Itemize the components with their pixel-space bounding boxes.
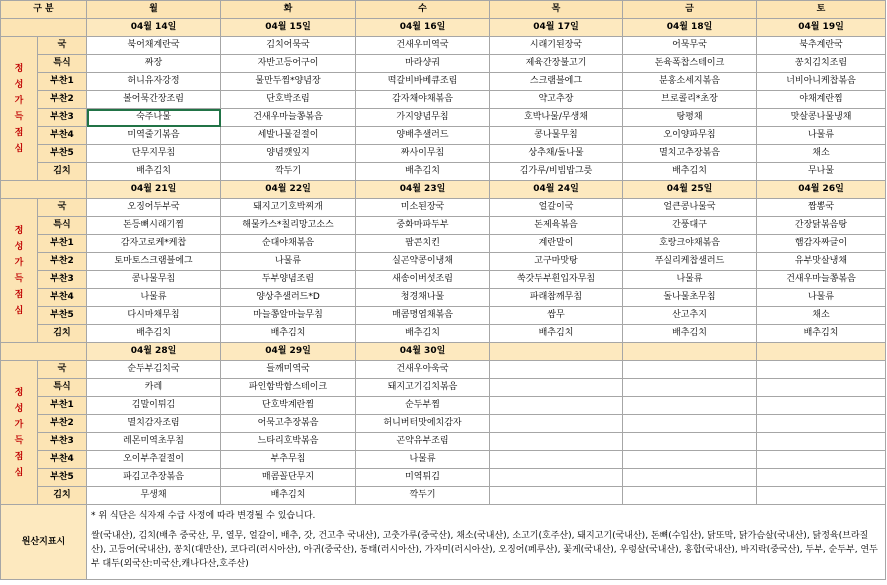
menu-cell[interactable]: 건새우마늘쫑볶음: [221, 109, 356, 127]
menu-cell[interactable]: 단무지무침: [87, 145, 221, 163]
row-label[interactable]: 부찬1: [38, 235, 87, 253]
menu-row: [1, 253, 886, 271]
date-row: [1, 343, 886, 361]
menu-cell[interactable]: [757, 451, 886, 469]
menu-cell[interactable]: 미역튀김: [356, 469, 490, 487]
menu-cell[interactable]: 건새우미역국: [356, 37, 490, 55]
menu-row: [1, 289, 886, 307]
menu-row: [1, 487, 886, 505]
menu-row: [1, 145, 886, 163]
date-cell[interactable]: [623, 343, 757, 361]
menu-cell[interactable]: 짜사이무침: [356, 145, 490, 163]
menu-cell[interactable]: 배추김치: [221, 487, 356, 505]
row-label[interactable]: 부찬5: [38, 469, 87, 487]
menu-cell[interactable]: [623, 469, 757, 487]
menu-cell[interactable]: 깍두기: [221, 163, 356, 181]
menu-cell[interactable]: 오이부추겉절이: [87, 451, 221, 469]
row-label[interactable]: 국: [38, 199, 87, 217]
group-label-char: 정: [14, 63, 24, 74]
menu-cell[interactable]: 북추계란국: [757, 37, 886, 55]
origin-label[interactable]: 원산지표시: [1, 505, 87, 580]
group-label-char: 정: [14, 387, 24, 398]
menu-cell[interactable]: 허니버터맛에치감자: [356, 415, 490, 433]
menu-cell[interactable]: 김가루/비빔밥그릇: [490, 163, 623, 181]
menu-row: [1, 325, 886, 343]
row-label[interactable]: 부찬1: [38, 73, 87, 91]
menu-cell[interactable]: 간풍대구: [623, 217, 757, 235]
menu-cell[interactable]: [490, 433, 623, 451]
menu-cell[interactable]: [490, 361, 623, 379]
group-label[interactable]: [1, 199, 38, 343]
menu-cell[interactable]: 채소: [757, 307, 886, 325]
menu-cell[interactable]: 푸실리케찹샐러드: [623, 253, 757, 271]
menu-row: [1, 217, 886, 235]
menu-cell[interactable]: 마늘쫑알마늘무침: [221, 307, 356, 325]
menu-cell[interactable]: 꽁치김치조림: [757, 55, 886, 73]
menu-cell[interactable]: [757, 487, 886, 505]
menu-row: [1, 451, 886, 469]
menu-cell[interactable]: 허니유자강정: [87, 73, 221, 91]
group-label-char: 점: [14, 289, 24, 300]
date-row: [1, 19, 886, 37]
group-label-char: 점: [14, 127, 24, 138]
menu-cell[interactable]: 분홍소세지볶음: [623, 73, 757, 91]
date-cell[interactable]: 04월 30일: [356, 343, 490, 361]
date-cell[interactable]: 04월 28일: [87, 343, 221, 361]
menu-cell[interactable]: 매콤꼴단무지: [221, 469, 356, 487]
menu-cell[interactable]: 세발나물겉절이: [221, 127, 356, 145]
menu-cell[interactable]: 순두부김치국: [87, 361, 221, 379]
origin-text: 쌀(국내산), 김치(배추 중국산, 무, 열무, 얼갈이, 배추, 갓, 건고추 국내산), 고춧가루(중국산), 채소(국내산), 소고기(호주산), 돼지고기(국내산), 돈뼈(수입산), 닭또막, 닭가슴살(국내산), 닭정육(브라질산), 고등어(국내산), 꽁치(대만산), 코다리(러시아산), 아귀(중국산), 동태(러시아산), 가자미(러시아산), 오징어(페루산), 꽃게(국내산), 우렁살(국내산), 홍합(국내산), 바지락(중국산), 두부, 순두부, 연두부 대두(외국산:미국산,캐나다산,호주산): [91, 531, 878, 569]
date-cell[interactable]: 04월 23일: [356, 181, 490, 199]
day-header[interactable]: 금: [623, 1, 757, 19]
menu-cell[interactable]: 매콤명엽채볶음: [356, 307, 490, 325]
row-label[interactable]: 부찬3: [38, 271, 87, 289]
menu-row: [1, 469, 886, 487]
row-label[interactable]: 국: [38, 37, 87, 55]
menu-cell[interactable]: 상추채/돌나물: [490, 145, 623, 163]
menu-cell[interactable]: 건새우마늘쫑볶음: [757, 271, 886, 289]
menu-cell[interactable]: 감자고로케*케찹: [87, 235, 221, 253]
menu-cell[interactable]: 팝콘치킨: [356, 235, 490, 253]
menu-cell[interactable]: 콩나물무침: [490, 127, 623, 145]
menu-cell[interactable]: 순두부찜: [356, 397, 490, 415]
menu-cell[interactable]: 김치어묵국: [221, 37, 356, 55]
group-label-char: 심: [14, 305, 24, 316]
menu-cell[interactable]: 멸치감자조림: [87, 415, 221, 433]
day-header[interactable]: 목: [490, 1, 623, 19]
date-row-corner[interactable]: [1, 343, 87, 361]
day-header[interactable]: 월: [87, 1, 221, 19]
date-cell[interactable]: [757, 343, 886, 361]
menu-cell[interactable]: 너비아니케찹볶음: [757, 73, 886, 91]
menu-row: [1, 55, 886, 73]
menu-cell[interactable]: 토마토스크램블에그: [87, 253, 221, 271]
date-cell[interactable]: [490, 343, 623, 361]
menu-cell[interactable]: 깍두기: [356, 487, 490, 505]
menu-cell[interactable]: 배추김치: [87, 163, 221, 181]
menu-cell[interactable]: 채소: [757, 145, 886, 163]
menu-cell[interactable]: 멸치고추장볶음: [623, 145, 757, 163]
menu-cell[interactable]: 배추김치: [757, 325, 886, 343]
menu-cell[interactable]: 오이양파무침: [623, 127, 757, 145]
date-cell[interactable]: 04월 14일: [87, 19, 221, 37]
menu-cell[interactable]: 김말이튀김: [87, 397, 221, 415]
menu-cell[interactable]: [623, 433, 757, 451]
menu-cell[interactable]: 배추김치: [623, 325, 757, 343]
menu-cell[interactable]: 자반고등어구이: [221, 55, 356, 73]
origin-row: [1, 505, 886, 580]
group-label-char: 득: [14, 435, 24, 446]
menu-cell[interactable]: 건새우아욱국: [356, 361, 490, 379]
menu-cell[interactable]: 돌나물초무침: [623, 289, 757, 307]
menu-cell[interactable]: 쑥갓두부흰입자무침: [490, 271, 623, 289]
date-cell[interactable]: 04월 16일: [356, 19, 490, 37]
group-label-char: 득: [14, 111, 24, 122]
row-label[interactable]: 부찬1: [38, 397, 87, 415]
menu-cell[interactable]: [490, 487, 623, 505]
row-label[interactable]: 부찬2: [38, 415, 87, 433]
group-label[interactable]: [1, 37, 38, 181]
menu-cell[interactable]: 미소된장국: [356, 199, 490, 217]
menu-cell[interactable]: [623, 451, 757, 469]
menu-cell[interactable]: [490, 379, 623, 397]
menu-row: [1, 433, 886, 451]
menu-cell[interactable]: [623, 361, 757, 379]
row-label[interactable]: 김치: [38, 163, 87, 181]
menu-cell[interactable]: 야채계란찜: [757, 91, 886, 109]
group-label-char: 가: [14, 419, 24, 430]
group-label-char: 성: [14, 241, 24, 252]
menu-cell[interactable]: 어묵고추장볶음: [221, 415, 356, 433]
row-label[interactable]: 부찬3: [38, 109, 87, 127]
row-label[interactable]: 부찬4: [38, 127, 87, 145]
menu-cell[interactable]: 맛살콩나물냉채: [757, 109, 886, 127]
menu-cell[interactable]: 배추김치: [623, 163, 757, 181]
menu-cell[interactable]: [757, 361, 886, 379]
menu-cell[interactable]: 쌈무: [490, 307, 623, 325]
row-label[interactable]: 부찬3: [38, 433, 87, 451]
day-header[interactable]: 수: [356, 1, 490, 19]
menu-cell[interactable]: 돼지고기김치볶음: [356, 379, 490, 397]
menu-cell[interactable]: 떡갈비바베큐조림: [356, 73, 490, 91]
date-cell[interactable]: 04월 15일: [221, 19, 356, 37]
row-label[interactable]: 부찬2: [38, 253, 87, 271]
menu-cell[interactable]: 배추김치: [490, 325, 623, 343]
group-label-char: 가: [14, 95, 24, 106]
menu-cell[interactable]: 무생채: [87, 487, 221, 505]
menu-cell[interactable]: 얼갈이국: [490, 199, 623, 217]
group-label-char: 심: [14, 143, 24, 154]
menu-row: [1, 379, 886, 397]
menu-cell[interactable]: 카레: [87, 379, 221, 397]
menu-cell[interactable]: 탕평채: [623, 109, 757, 127]
menu-cell[interactable]: 실곤약콩이냉채: [356, 253, 490, 271]
date-cell[interactable]: 04월 18일: [623, 19, 757, 37]
menu-row: [1, 361, 886, 379]
menu-cell[interactable]: 단호박조림: [221, 91, 356, 109]
day-header[interactable]: 화: [221, 1, 356, 19]
menu-cell[interactable]: 물만두찜*양념장: [221, 73, 356, 91]
menu-cell[interactable]: 다시마채무침: [87, 307, 221, 325]
menu-cell[interactable]: 나물류: [757, 127, 886, 145]
menu-row: [1, 73, 886, 91]
menu-cell[interactable]: 나물류: [356, 451, 490, 469]
menu-cell[interactable]: 돈육폭찹스테이크: [623, 55, 757, 73]
menu-cell[interactable]: 해물카스*칠리망고소스: [221, 217, 356, 235]
origin-cell[interactable]: [87, 505, 886, 580]
group-label-char: 성: [14, 403, 24, 414]
date-cell[interactable]: 04월 25일: [623, 181, 757, 199]
menu-row: [1, 199, 886, 217]
menu-cell[interactable]: 제육간장불고기: [490, 55, 623, 73]
menu-cell[interactable]: 돈제육볶음: [490, 217, 623, 235]
menu-cell[interactable]: 감자채야채볶음: [356, 91, 490, 109]
menu-cell[interactable]: 청경채나물: [356, 289, 490, 307]
menu-cell[interactable]: 햄감자짜글이: [757, 235, 886, 253]
menu-cell[interactable]: 양배추샐러드: [356, 127, 490, 145]
menu-cell[interactable]: 약고추장: [490, 91, 623, 109]
menu-cell[interactable]: 양념깻잎지: [221, 145, 356, 163]
menu-cell[interactable]: 짬뽕국: [757, 199, 886, 217]
menu-cell[interactable]: 파래참깨무침: [490, 289, 623, 307]
menu-row: [1, 37, 886, 55]
menu-cell[interactable]: 두부양념조림: [221, 271, 356, 289]
menu-cell[interactable]: [490, 397, 623, 415]
menu-cell[interactable]: 호박나물/무생채: [490, 109, 623, 127]
menu-cell[interactable]: 오징어두부국: [87, 199, 221, 217]
menu-cell[interactable]: [757, 379, 886, 397]
menu-cell[interactable]: 나물류: [87, 289, 221, 307]
row-label[interactable]: 특식: [38, 217, 87, 235]
date-cell[interactable]: 04월 19일: [757, 19, 886, 37]
menu-cell[interactable]: 돈등뼈시래기찜: [87, 217, 221, 235]
menu-row: [1, 307, 886, 325]
menu-cell[interactable]: 배추김치: [221, 325, 356, 343]
menu-cell[interactable]: 부추무침: [221, 451, 356, 469]
menu-cell[interactable]: 얼큰콩나물국: [623, 199, 757, 217]
menu-cell[interactable]: 무나물: [757, 163, 886, 181]
menu-cell[interactable]: 호랑크야채볶음: [623, 235, 757, 253]
menu-cell[interactable]: 단호박계란찜: [221, 397, 356, 415]
date-row: [1, 181, 886, 199]
row-label[interactable]: 부찬5: [38, 307, 87, 325]
menu-cell[interactable]: 산고추지: [623, 307, 757, 325]
menu-row: [1, 235, 886, 253]
menu-cell[interactable]: [623, 487, 757, 505]
row-label[interactable]: 김치: [38, 325, 87, 343]
menu-cell[interactable]: 콩나물무침: [87, 271, 221, 289]
date-cell[interactable]: 04월 21일: [87, 181, 221, 199]
date-cell[interactable]: 04월 17일: [490, 19, 623, 37]
row-label[interactable]: 부찬5: [38, 145, 87, 163]
group-label-char: 심: [14, 467, 24, 478]
date-cell[interactable]: 04월 26일: [757, 181, 886, 199]
group-label-char: 정: [14, 225, 24, 236]
menu-cell[interactable]: 파김고추장볶음: [87, 469, 221, 487]
menu-cell[interactable]: [623, 379, 757, 397]
menu-cell[interactable]: 미역줄기볶음: [87, 127, 221, 145]
menu-cell[interactable]: [757, 397, 886, 415]
menu-row: [1, 127, 886, 145]
menu-cell[interactable]: 배추김치: [356, 325, 490, 343]
menu-row: [1, 415, 886, 433]
day-header[interactable]: 토: [757, 1, 886, 19]
menu-cell[interactable]: 북어채계란국: [87, 37, 221, 55]
group-label[interactable]: [1, 361, 38, 505]
row-label[interactable]: 부찬2: [38, 91, 87, 109]
menu-cell[interactable]: [623, 415, 757, 433]
menu-cell[interactable]: 유부맛살냉채: [757, 253, 886, 271]
row-label[interactable]: 부찬4: [38, 451, 87, 469]
row-label[interactable]: 국: [38, 361, 87, 379]
date-row-corner[interactable]: [1, 19, 87, 37]
menu-row: [1, 109, 886, 127]
menu-cell[interactable]: 고구마맛탕: [490, 253, 623, 271]
menu-cell[interactable]: 파인함박함스테이크: [221, 379, 356, 397]
menu-cell[interactable]: [757, 415, 886, 433]
menu-cell[interactable]: 짜장: [87, 55, 221, 73]
menu-cell[interactable]: 간장닭볶음탕: [757, 217, 886, 235]
group-label-char: 성: [14, 79, 24, 90]
menu-cell[interactable]: 중화마파두부: [356, 217, 490, 235]
menu-cell[interactable]: [623, 397, 757, 415]
menu-cell[interactable]: 새송이버섯조림: [356, 271, 490, 289]
menu-row: [1, 271, 886, 289]
group-label-char: 가: [14, 257, 24, 268]
menu-cell[interactable]: 시래기된장국: [490, 37, 623, 55]
menu-cell[interactable]: 가지양념무침: [356, 109, 490, 127]
menu-cell[interactable]: 스크램블에그: [490, 73, 623, 91]
menu-row: [1, 163, 886, 181]
row-label[interactable]: 부찬4: [38, 289, 87, 307]
group-label-char: 득: [14, 273, 24, 284]
menu-cell[interactable]: 볼어묵간장조림: [87, 91, 221, 109]
menu-cell[interactable]: 레몬미역초무침: [87, 433, 221, 451]
menu-cell[interactable]: 나물류: [221, 253, 356, 271]
menu-cell[interactable]: [490, 415, 623, 433]
section-header: 구 분: [1, 1, 87, 19]
menu-cell[interactable]: 숙주나물: [87, 109, 221, 127]
menu-cell[interactable]: [757, 433, 886, 451]
origin-notice: * 위 식단은 식자재 수급 사정에 따라 변경될 수 있습니다.: [91, 511, 316, 521]
menu-cell[interactable]: 곤약유부조림: [356, 433, 490, 451]
menu-cell[interactable]: 배추김치: [356, 163, 490, 181]
row-label[interactable]: 특식: [38, 379, 87, 397]
menu-row: [1, 91, 886, 109]
menu-cell[interactable]: 브로콜리*초장: [623, 91, 757, 109]
menu-cell[interactable]: 배추김치: [87, 325, 221, 343]
menu-cell[interactable]: [490, 451, 623, 469]
menu-cell[interactable]: 마라샹궈: [356, 55, 490, 73]
menu-cell[interactable]: [490, 469, 623, 487]
row-label[interactable]: 특식: [38, 55, 87, 73]
menu-cell[interactable]: 순대야채볶음: [221, 235, 356, 253]
date-cell[interactable]: 04월 22일: [221, 181, 356, 199]
row-label[interactable]: 김치: [38, 487, 87, 505]
menu-cell[interactable]: 어묵무국: [623, 37, 757, 55]
menu-cell[interactable]: 돼지고기호박찌개: [221, 199, 356, 217]
menu-row: [1, 397, 886, 415]
date-cell[interactable]: 04월 29일: [221, 343, 356, 361]
group-label-char: 점: [14, 451, 24, 462]
menu-cell[interactable]: 나물류: [623, 271, 757, 289]
menu-cell[interactable]: 양상추샐러드*D: [221, 289, 356, 307]
menu-cell[interactable]: [757, 469, 886, 487]
menu-cell[interactable]: 나물류: [757, 289, 886, 307]
menu-cell[interactable]: 계란말이: [490, 235, 623, 253]
menu-cell[interactable]: 느타리호박볶음: [221, 433, 356, 451]
date-cell[interactable]: 04월 24일: [490, 181, 623, 199]
date-row-corner[interactable]: [1, 181, 87, 199]
menu-cell[interactable]: 들깨미역국: [221, 361, 356, 379]
header-row: [1, 1, 886, 19]
